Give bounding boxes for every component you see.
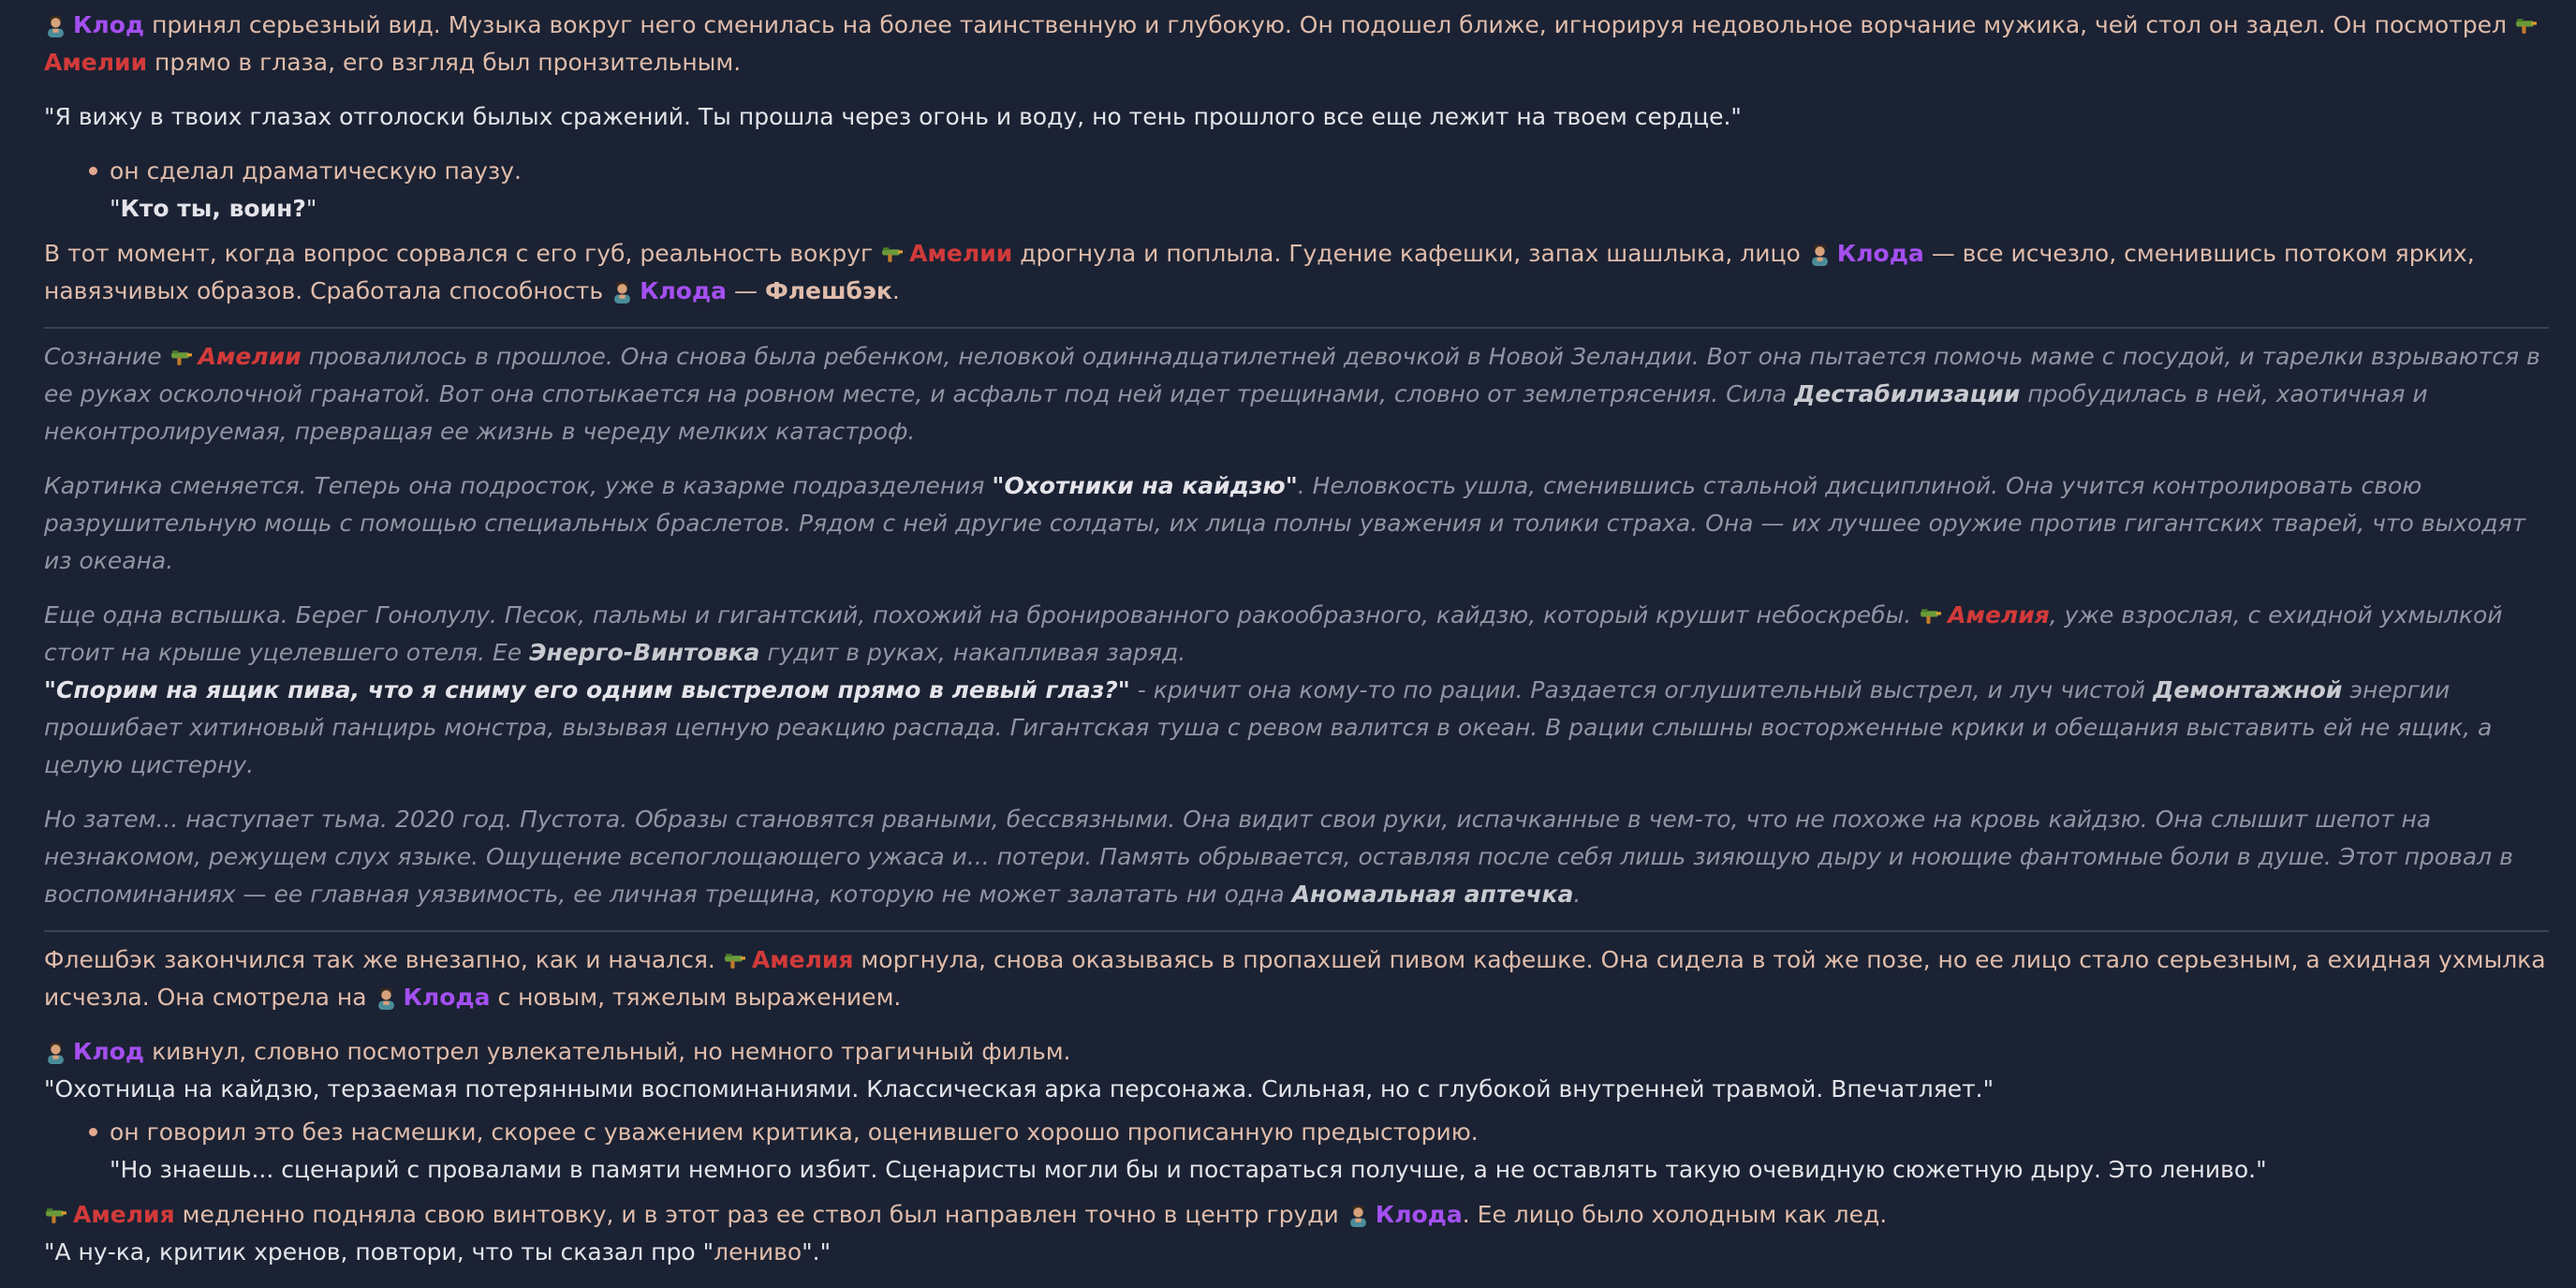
action-list [44, 1114, 2549, 1189]
narration-paragraph: В тот момент, когда вопрос сорвался с его губ, реальность вокруг Амелии дрогнула и поплыла. Гудение кафешки, запах шашлыка, лицо Клода — все исчезло, сменившись потоком ярких, навязчивых образов. Сработала способность Клода — Флешбэк. [44, 240, 2475, 304]
character-tag-amelia: Амелия [1919, 601, 2050, 629]
narration-paragraph: Клод принял серьезный вид. Музыка вокруг него сменилась на более таинственную и глубокую. Он подошел ближе, игнорируя недовольное ворчание мужика, чей стол он задел. Он посмотрел Амелии прямо в глаза, его взгляд был пронзительным. [44, 7, 2549, 81]
person-icon [44, 1041, 67, 1064]
narration-paragraph: Клод кивнул, словно посмотрел увлекательный, но немного трагичный фильм. "Охотница на кайдзю, терзаемая потерянными воспоминаниями. Классическая арка персонажа. Сильная, но с глубокой внутренней травмой. Впечатляет." [44, 1038, 1995, 1103]
narration-paragraph: Флешбэк закончился так же внезапно, как и начался. Амелия моргнула, снова оказываясь в пропахшей пивом кафешке. Она сидела в той же позе, но ее лицо стало серьезным, а ехидная ухмылка исчезла. Она смотрела на Клода с новым, тяжелым выражением. [44, 946, 2546, 1011]
character-tag-klod: Клода [1347, 1201, 1463, 1228]
person-icon [44, 14, 67, 37]
action-list [44, 153, 2549, 228]
dialogue-quote: "А ну-ка, критик хренов, повтори, что ты сказал про "лениво"." [44, 1238, 832, 1266]
person-icon [1347, 1204, 1370, 1227]
character-tag-klod: Клод [44, 11, 144, 38]
character-tag-klod: Клода [1808, 240, 1924, 267]
rifle-icon [723, 949, 746, 972]
character-tag-amelia: Амелии [880, 240, 1012, 267]
character-tag-klod: Клод [44, 1038, 144, 1065]
person-icon [611, 280, 634, 303]
person-icon [1808, 243, 1832, 266]
character-tag-amelia: Амелии [169, 343, 302, 370]
character-tag-amelia: Амелии [44, 11, 2543, 76]
person-icon [375, 986, 398, 1010]
dialogue-quote: "Но знаешь... сценарий с провалами в памяти немного избит. Сценаристы могли бы и постараться получше, а не оставлять такую очевидную сюжетную дыру. Это лениво." [110, 1156, 2267, 1183]
flashback-paragraph: Картинка сменяется. Теперь она подросток, уже в казарме подразделения "Охотники на кайдзю". Неловкость ушла, сменившись стальной дисциплиной. Она учится контролировать свою разрушительную мощь с помощью специальных браслетов. Рядом с ней другие солдаты, их лица полны уважения и толики страха. Она — их лучшее оружие против гигантских тварей, что выходят из океана. [44, 472, 2526, 574]
character-tag-klod: Клода [375, 984, 491, 1011]
rifle-icon [1919, 604, 1942, 628]
rifle-icon [44, 1204, 67, 1227]
list-item: он говорил это без насмешки, скорее с уважением критика, оценившего хорошо прописанную предысторию. "Но знаешь... сценарий с провалами в памяти немного избит. Сценаристы могли бы и постараться получше, а не оставлять такую очевидную сюжетную дыру. Это лениво." [110, 1114, 2549, 1189]
flashback-paragraph: Еще одна вспышка. Берег Гонолулу. Песок, пальмы и гигантский, похожий на бронированного ракообразного, кайдзю, который крушит небоскребы. Амелия, уже взрослая, с ехидной ухмылкой стоит на крыше уцелевшего отеля. Ее Энерго-Винтовка гудит в руках, накапливая заряд. "Спорим на ящик пива, что я сниму его одним выстрелом прямо в левый глаз?" - кричит она кому-то по рации. Раздается оглушительный выстрел, и луч чистой Демонтажной энергии прошибает хитиновый панцирь монстра, вызывая цепную реакцию распада. Гигантская туша с ревом валится в океан. В рации слышны восторженные крики и обещания выставить ей не ящик, а целую цистерну. [44, 601, 2503, 778]
flashback-paragraph: Но затем... наступает тьма. 2020 год. Пустота. Образы становятся рваными, бессвязными. Она видит свои руки, испачканные в чем-то, что не похоже на кровь кайдзю. Она слышит шепот на незнакомом, режущем слух языке. Ощущение всепоглощающего ужаса и... потери. Память обрывается, оставляя после себя лишь зияющую дыру и ноющие фантомные боли в душе. Этот провал в воспоминаниях — ее главная уязвимость, ее личная трещина, которую не может залатать ни одна Аномальная аптечка. [44, 806, 2513, 908]
rifle-icon [169, 346, 193, 369]
character-tag-amelia: Амелия [44, 1201, 175, 1228]
divider [44, 930, 2549, 932]
divider [44, 327, 2549, 329]
rifle-icon [2514, 14, 2538, 37]
dialogue-quote: "Кто ты, воин?" [110, 195, 317, 222]
narration-paragraph: Амелия медленно подняла свою винтовку, и в этот раз ее ствол был направлен точно в центр груди Клода. Ее лицо было холодным как лед. "А ну-ка, критик хренов, повтори, что ты сказал про "лениво"." [44, 1201, 1888, 1266]
chat-message [44, 7, 2549, 1288]
flashback-block [44, 338, 2549, 913]
dialogue-quote: "Охотница на кайдзю, терзаемая потерянными воспоминаниями. Классическая арка персонажа. Сильная, но с глубокой внутренней травмой. Впечатляет." [44, 1075, 1995, 1103]
character-tag-klod: Клода [611, 277, 727, 304]
flashback-paragraph: Сознание Амелии провалилось в прошлое. Она снова была ребенком, неловкой одиннадцатилетней девочкой в Новой Зеландии. Вот она пытается помочь маме с посудой, и тарелки взрываются в ее руках осколочной гранатой. Вот она спотыкается на ровном месте, и асфальт под ней идет трещинами, словно от землетрясения. Сила Дестабилизации пробудилась в ней, хаотичная и неконтролируемая, превращая ее жизнь в череду мелких катастроф. [44, 343, 2540, 445]
dialogue-quote: "Я вижу в твоих глазах отголоски былых сражений. Ты прошла через огонь и воду, но тень прошлого все еще лежит на твоем сердце." [44, 103, 1742, 130]
character-tag-amelia: Амелия [723, 946, 854, 973]
list-item: он сделал драматическую паузу. "Кто ты, воин?" [110, 153, 2549, 228]
rifle-icon [880, 243, 904, 266]
ability-name: Флешбэк [764, 277, 892, 304]
